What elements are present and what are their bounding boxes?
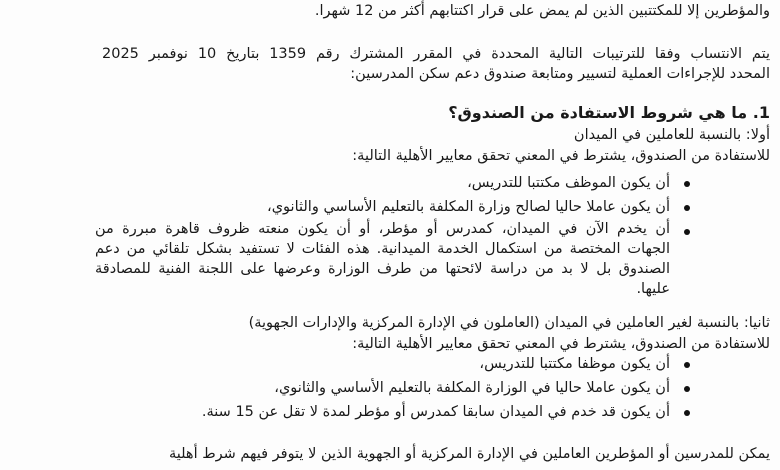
part1-bullet-3-line-4: عليها. <box>636 281 670 297</box>
part2-bullet-1: أن يكون موظفا مكتتبا للتدريس، <box>479 356 670 372</box>
part2-bullet-3: أن يكون قد خدم في الميدان سابقا كمدرس أو مؤطر لمدة لا تقل عن 15 سنة. <box>201 404 670 420</box>
intro-line-2: المحدد للإجراءات العملية لتسيير ومتابعة صندوق دعم سكن المدرسين: <box>350 66 770 82</box>
bullet-dot <box>684 205 690 211</box>
bottom-line: يمكن للمدرسين أو المؤطرين العاملين في الإدارة المركزية أو الجهوية الذين لا يتوفر فيهم شرط أهلية <box>168 446 770 462</box>
section1-title-text: ما هي شروط الاستفادة من الصندوق؟ <box>448 103 748 122</box>
part1-bullet-3-line-2: الجهات المختصة من استكمال الخدمة الميدانية. هذه الفئات لا تستفيد بشكل تلقائي من دعم <box>95 241 670 257</box>
part2-heading: ثانيا: بالنسبة لغير العاملين في الميدان (العاملون في الإدارة المركزية والإدارات الجهوية) <box>248 315 770 331</box>
part2-lead: للاستفادة من الصندوق، يشترط في المعني تحقق معايير الأهلية التالية: <box>352 336 770 352</box>
part1-bullet-2: أن يكون عاملا حاليا لصالح وزارة المكلفة بالتعليم الأساسي والثانوي، <box>267 199 670 215</box>
part1-bullet-1: أن يكون الموظف مكتتبا للتدريس، <box>467 175 670 191</box>
part2-bullet-2: أن يكون عاملا حاليا في الوزارة المكلفة بالتعليم الأساسي والثانوي، <box>274 380 670 396</box>
bullet-dot <box>684 386 690 392</box>
part1-lead: للاستفادة من الصندوق، يشترط في المعني تحقق معايير الأهلية التالية: <box>352 148 770 164</box>
part1-bullet-3-line-3: الصندوق بل لا بد من دراسة لائحتها من طرف الوزارة وعرضها على اللجنة الفنية للمصادقة <box>95 261 670 277</box>
bullet-dot <box>684 181 690 187</box>
section1-number: 1. <box>752 103 770 122</box>
bullet-dot <box>684 229 690 235</box>
top-line: والمؤطرين إلا للمكتتبين الذين لم يمض على قرار اكتتابهم أكثر من 12 شهرا. <box>314 3 770 19</box>
bullet-dot <box>684 362 690 368</box>
section1-title <box>350 104 770 122</box>
intro-line-1: يتم الانتساب وفقا للترتيبات التالية المحددة في المقرر المشترك رقم 1359 بتاريخ 10 نوفمبر 2025 <box>102 46 770 62</box>
part1-heading: أولا: بالنسبة للعاملين في الميدان <box>573 127 770 143</box>
part1-bullet-3-line-1: أن يخدم الآن في الميدان، كمدرس أو مؤطر، أو أن يكون منعته ظروف قاهرة مبررة من <box>95 221 670 237</box>
bullet-dot <box>684 410 690 416</box>
